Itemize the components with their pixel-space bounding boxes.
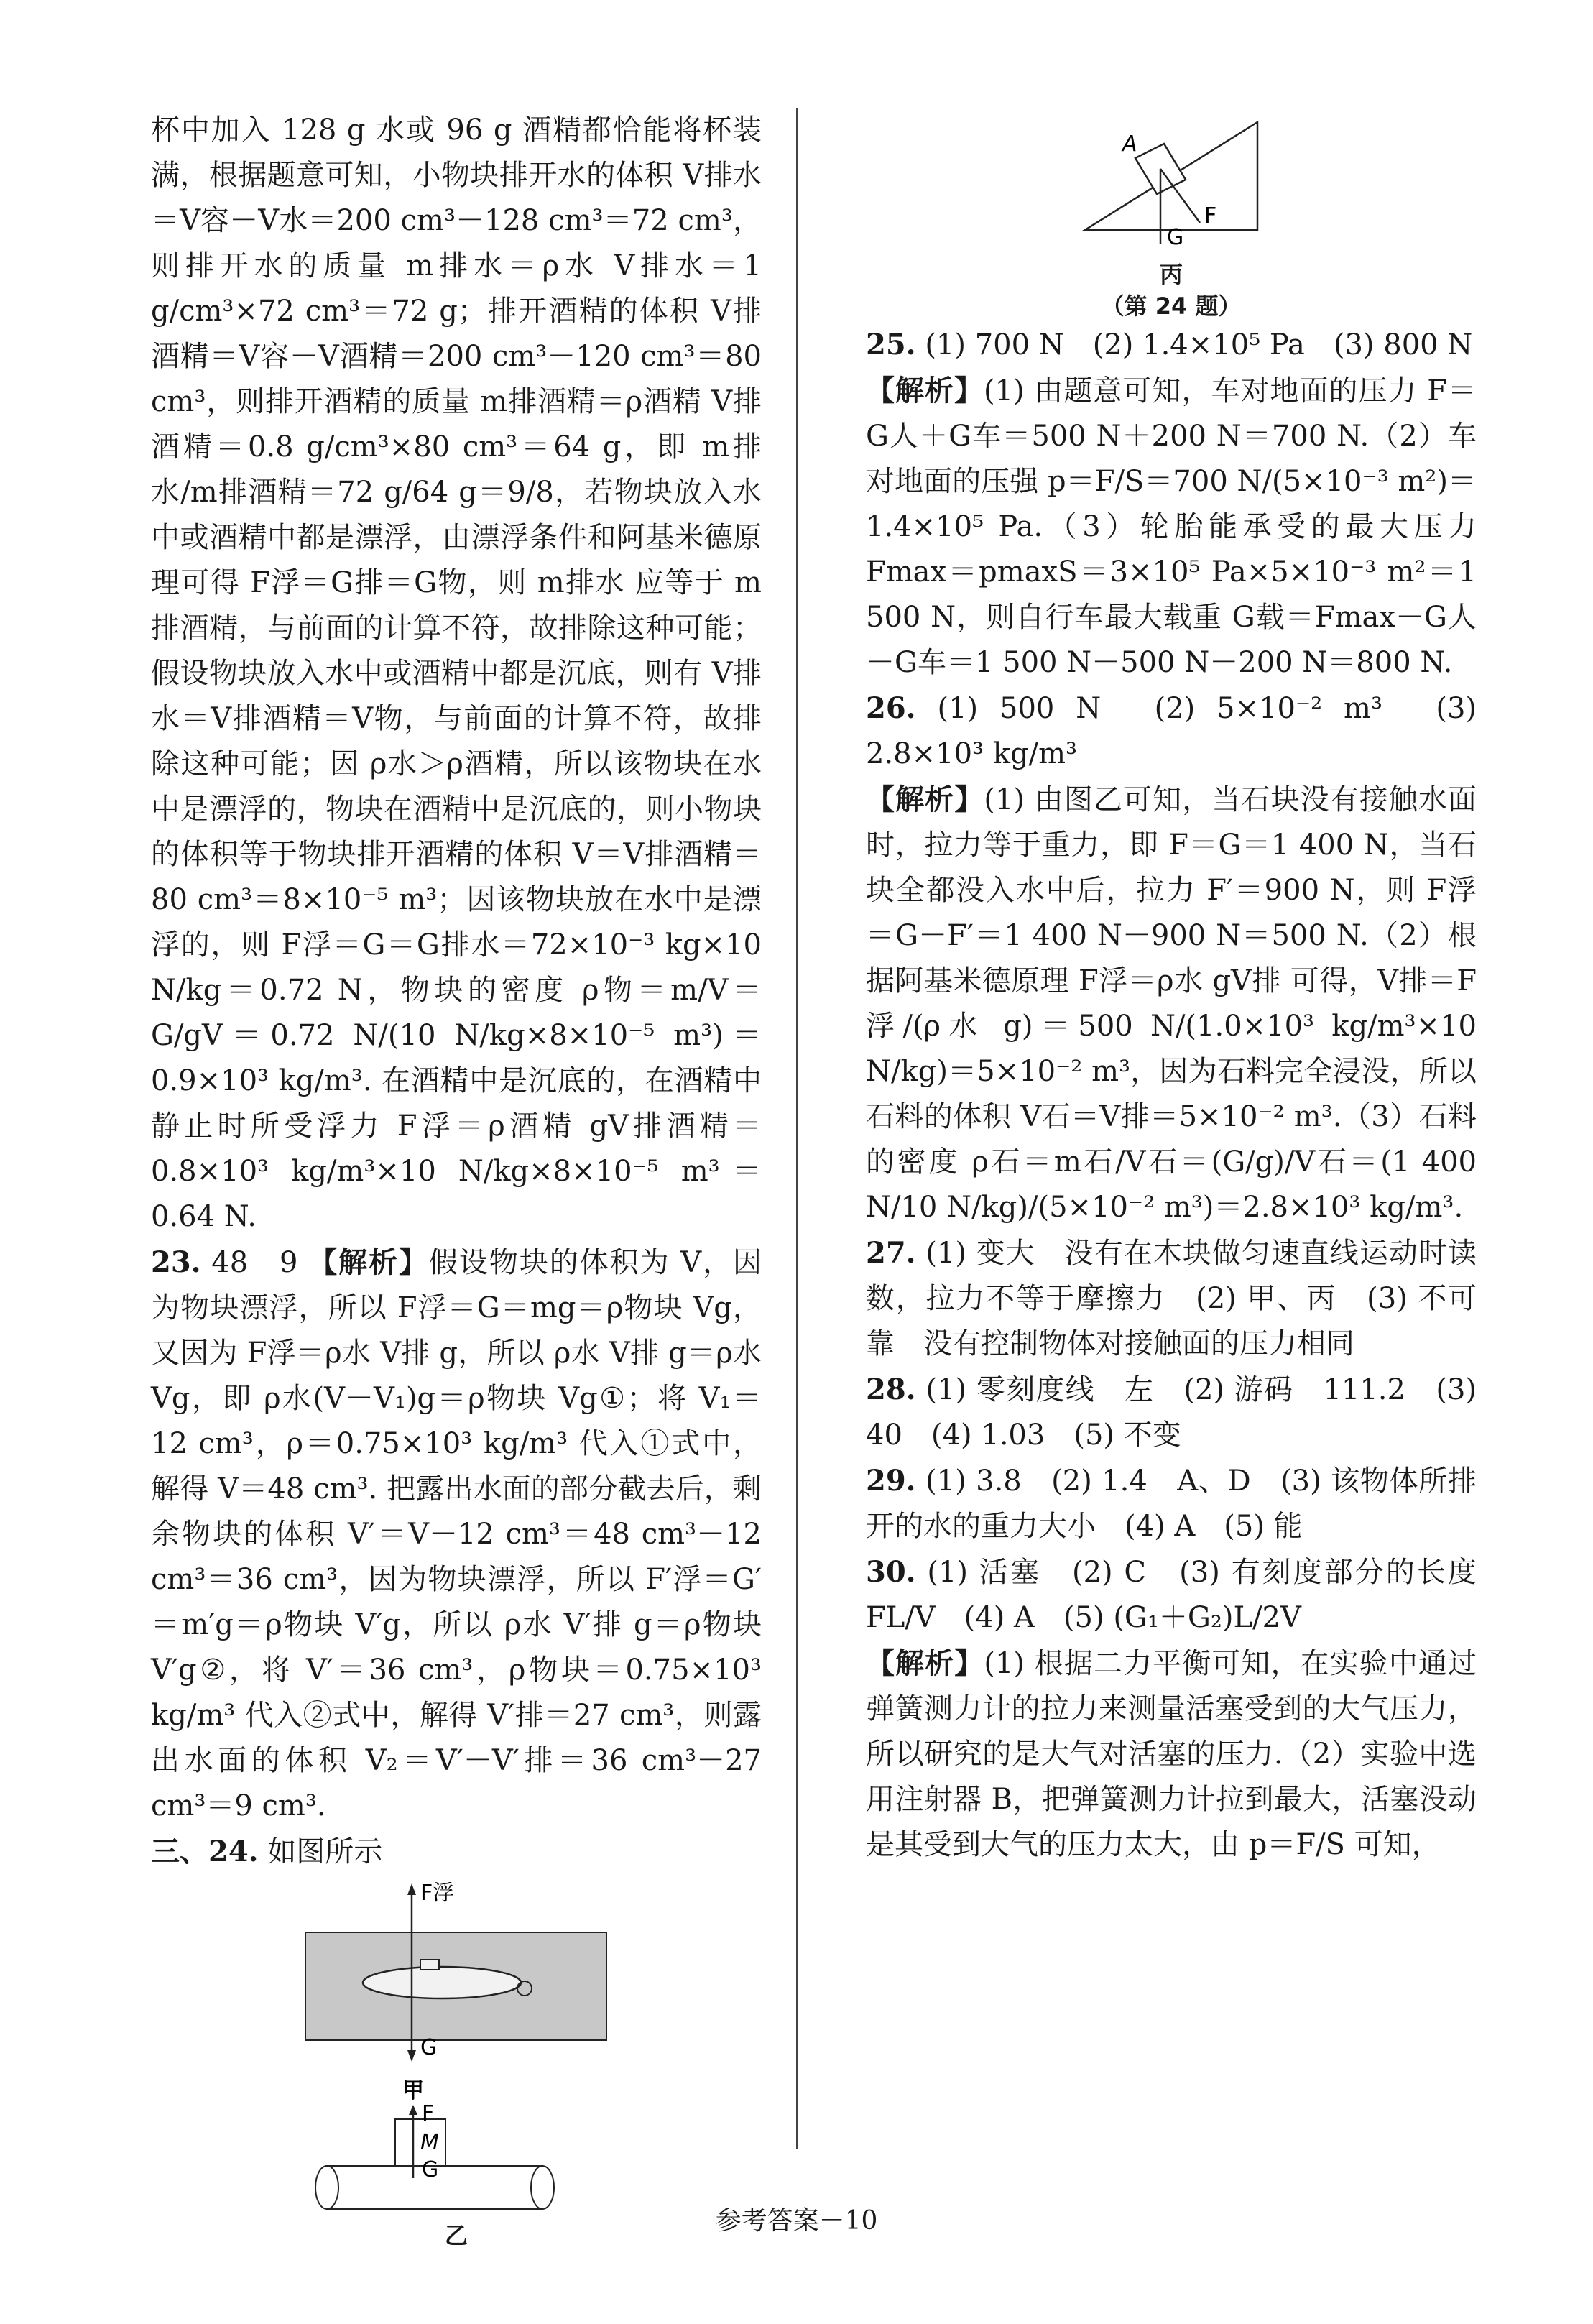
label-a: A: [1122, 132, 1137, 157]
q23-analysis: 假设物块的体积为 V，因为物块漂浮，所以 F浮＝G＝mg＝ρ物块 Vg，又因为 F浮＝ρ水 V排 g，所以 ρ水 V排 g＝ρ水 Vg，即 ρ水(V－V₁)g＝ρ物块 Vg①；将 V₁＝12 cm³，ρ＝0.75×10³ kg/m³ 代入①式中，解得 V＝48 cm³. 把露出水面的部分截去后，剩余物块的体积 V′＝V－12 cm³＝48 cm³－12 cm³＝36 cm³，因为物块漂浮，所以 F′浮＝G′＝m′g＝ρ物块 V′g，所以 ρ水 V′排 g＝ρ物块 V′g②，将 V′＝36 cm³，ρ物块＝0.75×10³ kg/m³ 代入②式中，解得 V′排＝27 cm³，则露出水面的体积 V₂＝V′－V′排＝36 cm³－27 cm³＝9 cm³.: [151, 1246, 762, 1822]
figure-caption: （第 24 题）: [1101, 292, 1242, 320]
page-footer: 参考答案－10: [715, 2206, 878, 2236]
q24-text: 如图所示: [267, 1835, 383, 1868]
label-bing: 丙: [1159, 261, 1183, 288]
label-g-yi: G: [422, 2157, 439, 2182]
q27-answer: (1) 变大 没有在木块做匀速直线运动时读数，拉力不等于摩擦力 (2) 甲、丙 (3) 不可靠 没有控制物体对接触面的压力相同: [866, 1237, 1477, 1360]
q30-number: 30.: [866, 1555, 916, 1589]
q26-answer: (1) 500 N (2) 5×10⁻² m³ (3) 2.8×10³ kg/m³: [866, 692, 1477, 770]
label-yi: 乙: [444, 2222, 468, 2249]
q26: [866, 686, 1477, 777]
column-divider: [796, 108, 798, 2149]
q26-analysis: (1) 由图乙可知，当石块没有接触水面时，拉力等于重力，即 F＝G＝1 400 N，当石块全都没入水中后，拉力 F′＝900 N，则 F浮＝G－F′＝1 400 N－900 N＝500 N.（2）根据阿基米德原理 F浮＝ρ水 gV排 可得，V排＝F浮/(ρ水 g)＝500 N/(1.0×10³ kg/m³×10 N/kg)＝5×10⁻² m³，因为石料完全浸没，所以石料的体积 V石＝V排＝5×10⁻² m³.（3）石料的密度 ρ石＝m石/V石＝(G/g)/V石＝(1 400 N/10 N/kg)/(5×10⁻² m³)＝2.8×10³ kg/m³.: [866, 783, 1477, 1224]
q25-analysis-tag: 【解析】: [866, 374, 984, 407]
q25-analysis-para: [866, 368, 1477, 686]
q29-answer: (1) 3.8 (2) 1.4 A、D (3) 该物体所排开的水的重力大小 (4) A (5) 能: [866, 1465, 1477, 1543]
label-g-jia: G: [420, 2035, 438, 2060]
q30: [866, 1549, 1505, 1641]
label-f-float: F浮: [420, 1882, 455, 1906]
q25-number: 25.: [866, 328, 916, 361]
q26-analysis-tag: 【解析】: [866, 783, 984, 816]
q29-number: 29.: [866, 1464, 916, 1498]
q30-analysis: (1) 根据二力平衡可知，在实验中通过弹簧测力计的拉力来测量活塞受到的大气压力，所以研究的是大气对活塞的压力.（2）实验中选用注射器 B，把弹簧测力计拉到最大，活塞没动是其受到大气的压力太大，由 p＝F/S 可知，: [866, 1647, 1477, 1861]
q26-number: 26.: [866, 691, 916, 725]
q24-heading: [151, 1829, 762, 1875]
label-g-bing: G: [1167, 225, 1184, 250]
q28-number: 28.: [866, 1373, 916, 1406]
q27-number: 27.: [866, 1236, 916, 1270]
figure-bing: [1078, 115, 1265, 252]
q28-answer: (1) 零刻度线 左 (2) 游码 111.2 (3) 40 (4) 1.03 (5) 不变: [866, 1373, 1477, 1452]
q25-answer: (1) 700 N (2) 1.4×10⁵ Pa (3) 800 N: [925, 328, 1473, 361]
q28: [866, 1367, 1477, 1458]
q23-number: 23.: [151, 1245, 201, 1279]
q26-analysis-para: [866, 777, 1477, 1230]
arrow-head: [407, 1883, 416, 1895]
q30-answer: (1) 活塞 (2) C (3) 有刻度部分的长度 FL/V (4) A (5) (G₁＋G₂)L/2V: [866, 1556, 1505, 1634]
q30-analysis-tag: 【解析】: [866, 1646, 984, 1680]
q23-analysis-tag: 【解析】: [308, 1245, 429, 1279]
q29: [866, 1458, 1477, 1549]
q30-analysis-para: [866, 1641, 1477, 1868]
q23: [151, 1240, 762, 1829]
right-column: [866, 108, 1505, 1868]
figure-jia-yi: [305, 1882, 607, 2213]
section-3-label: 三、24.: [151, 1835, 259, 1868]
label-m: M: [420, 2130, 439, 2155]
label-jia: 甲: [402, 2078, 424, 2103]
arrow-head: [407, 2050, 416, 2062]
arrow-head: [409, 2105, 417, 2115]
label-f-bing: F: [1204, 203, 1217, 229]
q23-answer: 48 9: [211, 1246, 298, 1279]
q25-analysis: (1) 由题意可知，车对地面的压力 F＝G人＋G车＝500 N＋200 N＝700 N.（2）车对地面的压强 p＝F/S＝700 N/(5×10⁻³ m²)＝1.4×10⁵ Pa.（3）轮胎能承受的最大压力 Fmax＝pmaxS＝3×10⁵ Pa×5×10⁻³ m²＝1 500 N，则自行车最大载重 G载＝Fmax－G人－G车＝1 500 N－500 N－200 N＝800 N.: [866, 374, 1477, 679]
label-f-yi: F: [422, 2101, 435, 2126]
q25: [866, 322, 1477, 368]
left-column: [151, 108, 762, 2251]
q27: [866, 1230, 1477, 1367]
q22-continued: 杯中加入 128 g 水或 96 g 酒精都恰能将杯装满，根据题意可知，小物块排开水的体积 V排水＝V容－V水＝200 cm³－128 cm³＝72 cm³，则排开水的质量 m排水＝ρ水 V排水＝1 g/cm³×72 cm³＝72 g；排开酒精的体积 V排酒精＝V容－V酒精＝200 cm³－120 cm³＝80 cm³，则排开酒精的质量 m排酒精＝ρ酒精 V排酒精＝0.8 g/cm³×80 cm³＝64 g，即 m排水/m排酒精＝72 g/64 g＝9/8，若物块放入水中或酒精中都是漂浮，由漂浮条件和阿基米德原理可得 F浮＝G排＝G物，则 m排水 应等于 m排酒精，与前面的计算不符，故排除这种可能；假设物块放入水中或酒精中都是沉底，则有 V排水＝V排酒精＝V物，与前面的计算不符，故排除这种可能；因 ρ水＞ρ酒精，所以该物块在水中是漂浮的，物块在酒精中是沉底的，则小物块的体积等于物块排开酒精的体积 V＝V排酒精＝80 cm³＝8×10⁻⁵ m³；因该物块放在水中是漂浮的，则 F浮＝G＝G排水＝72×10⁻³ kg×10 N/kg＝0.72 N，物块的密度 ρ物＝m/V＝G/gV＝0.72 N/(10 N/kg×8×10⁻⁵ m³)＝0.9×10³ kg/m³. 在酒精中是沉底的，在酒精中静止时所受浮力 F浮＝ρ酒精 gV排酒精＝0.8×10³ kg/m³×10 N/kg×8×10⁻⁵ m³＝0.64 N.: [151, 114, 762, 1233]
